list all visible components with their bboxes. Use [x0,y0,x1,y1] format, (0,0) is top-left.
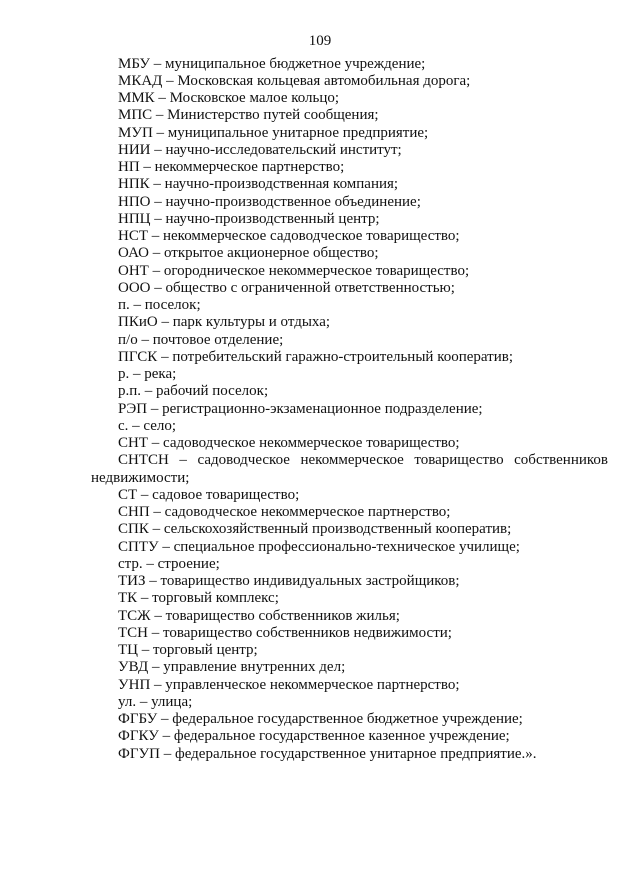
abbreviation-entry: п. – поселок; [118,297,201,313]
abbreviation-entry: МКАД – Московская кольцевая автомобильная дорога; [118,72,471,89]
abbreviation-entry: СНТ – садоводческое некоммерческое товарищество; [118,435,460,451]
abbreviation-entry: СПК – сельскохозяйственный производственный кооператив; [118,521,512,538]
abbreviation-entry: НИИ – научно-исследовательский институт; [118,141,402,158]
abbreviation-entry: р.п. – рабочий поселок; [118,383,269,400]
abbreviation-entry: р. – река; [118,366,177,382]
abbreviation-entry: НП – некоммерческое партнерство; [118,159,345,175]
abbreviation-entry: ФГБУ – федеральное государственное бюджетное учреждение; [118,711,523,727]
abbreviation-entry: ТИЗ – товарищество индивидуальных застройщиков; [118,573,460,589]
abbreviation-entry: МБУ – муниципальное бюджетное учреждение; [118,55,426,72]
abbreviation-entry: ФГУП – федеральное государственное унитарное предприятие.». [118,745,537,762]
abbreviation-entry: ООО – общество с ограниченной ответственностью; [118,279,455,296]
abbreviation-entry: МУП – муниципальное унитарное предприятие; [118,124,429,141]
abbreviation-entry: стр. – строение; [118,555,220,572]
abbreviation-entry: ПКиО – парк культуры и отдыха; [118,314,331,331]
abbreviation-entry: НПК – научно-производственная компания; [118,176,399,193]
abbreviation-entry: УВД – управление внутренних дел; [118,659,346,676]
abbreviation-entry: РЭП – регистрационно-экзаменационное подразделение; [118,400,483,417]
abbreviation-entry: НПЦ – научно-производственный центр; [118,210,380,227]
abbreviation-entry: ОНТ – огородническое некоммерческое товарищество; [118,262,470,279]
abbreviation-entry: ПГСК – потребительский гаражно-строительный кооператив; [118,348,514,365]
abbreviation-entry-wrapped [91,452,608,487]
abbreviation-entry: п/о – почтовое отделение; [118,331,284,348]
abbreviation-entry: СНП – садоводческое некоммерческое партнерство; [118,504,451,520]
abbreviation-entry-text: СНТСН – садоводческое некоммерческое товарищество собственников недвижимости; [91,452,608,486]
abbreviation-entry: с. – село; [118,417,177,434]
abbreviation-entry: ФГКУ – федеральное государственное казенное учреждение; [118,728,510,745]
abbreviation-entry: СПТУ – специальное профессионально-техническое училище; [118,538,520,555]
abbreviation-entry: ТЦ – торговый центр; [118,642,258,658]
abbreviation-entry: УНП – управленческое некоммерческое партнерство; [118,676,460,693]
abbreviation-entry: ТК – торговый комплекс; [118,590,279,607]
abbreviation-entry: МПС – Министерство путей сообщения; [118,107,379,124]
abbreviation-entry: ММК – Московское малое кольцо; [118,90,340,106]
abbreviation-entry: ул. – улица; [118,693,193,710]
abbreviation-entry: ОАО – открытое акционерное общество; [118,245,379,262]
page-number: 109 [308,33,332,49]
abbreviation-list [91,55,608,763]
abbreviation-entry: НПО – научно-производственное объединение; [118,193,421,210]
abbreviation-entry: НСТ – некоммерческое садоводческое товарищество; [118,228,460,244]
abbreviation-entry: ТСН – товарищество собственников недвижимости; [118,624,452,641]
abbreviation-entry: ТСЖ – товарищество собственников жилья; [118,607,400,624]
abbreviation-entry: СТ – садовое товарищество; [118,486,300,503]
